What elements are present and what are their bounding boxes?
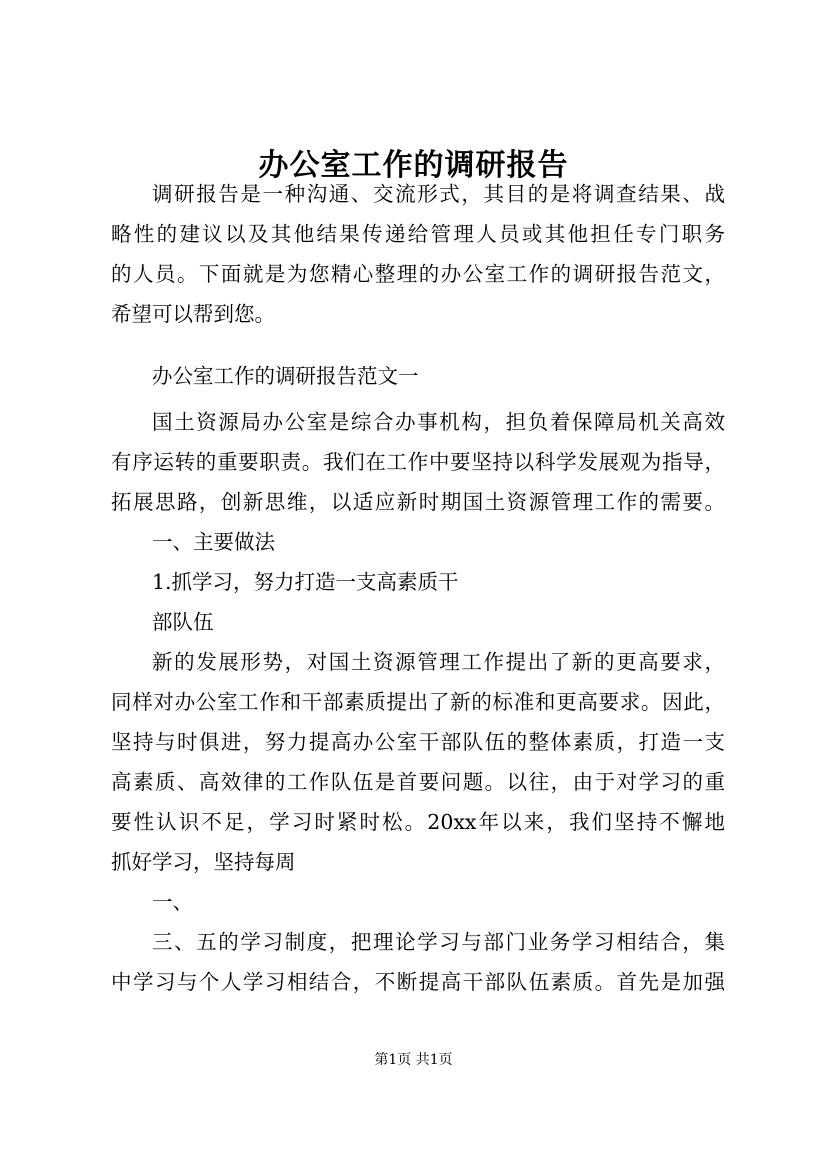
text-line: 部队伍	[152, 610, 214, 634]
subsection-heading: 一、主要做法	[152, 530, 275, 554]
text-line: 新的发展形势，对国土资源管理工作提出了新的更高要求，	[152, 650, 725, 674]
text-line: 拓展思路，创新思维，以适应新时期国土资源管理工作的需要。	[111, 490, 725, 514]
page-footer: 第1页 共1页	[374, 1052, 453, 1068]
text-line: 要性认识不足，学习时紧时松。20xx年以来，我们坚持不懈地	[111, 810, 725, 834]
text-line: 坚持与时俱进，努力提高办公室干部队伍的整体素质，打造一支	[111, 730, 725, 754]
document-title: 办公室工作的调研报告	[258, 148, 569, 183]
text-line: 高素质、高效律的工作队伍是首要问题。以往，由于对学习的重	[111, 770, 725, 794]
text-line: 一、	[152, 890, 193, 914]
text-line: 略性的建议以及其他结果传递给管理人员或其他担任专门职务	[111, 222, 725, 246]
text-line: 的人员。下面就是为您精心整理的办公室工作的调研报告范文，	[111, 262, 725, 286]
text-line: 抓好学习，坚持每周	[111, 850, 296, 874]
text-line: 中学习与个人学习相结合，不断提高干部队伍素质。首先是加强	[111, 970, 725, 994]
text-line: 1.抓学习，努力打造一支高素质干	[152, 570, 459, 594]
text-line: 调研报告是一种沟通、交流形式，其目的是将调查结果、战	[152, 182, 725, 206]
text-line: 有序运转的重要职责。我们在工作中要坚持以科学发展观为指导，	[111, 450, 725, 474]
text-line: 三、五的学习制度，把理论学习与部门业务学习相结合，集	[152, 930, 725, 954]
section-heading: 办公室工作的调研报告范文一	[152, 364, 419, 388]
text-line: 国土资源局办公室是综合办事机构，担负着保障局机关高效	[152, 410, 725, 434]
text-line: 同样对办公室工作和干部素质提出了新的标准和更高要求。因此，	[111, 690, 725, 714]
text-line: 希望可以帮到您。	[111, 302, 275, 326]
